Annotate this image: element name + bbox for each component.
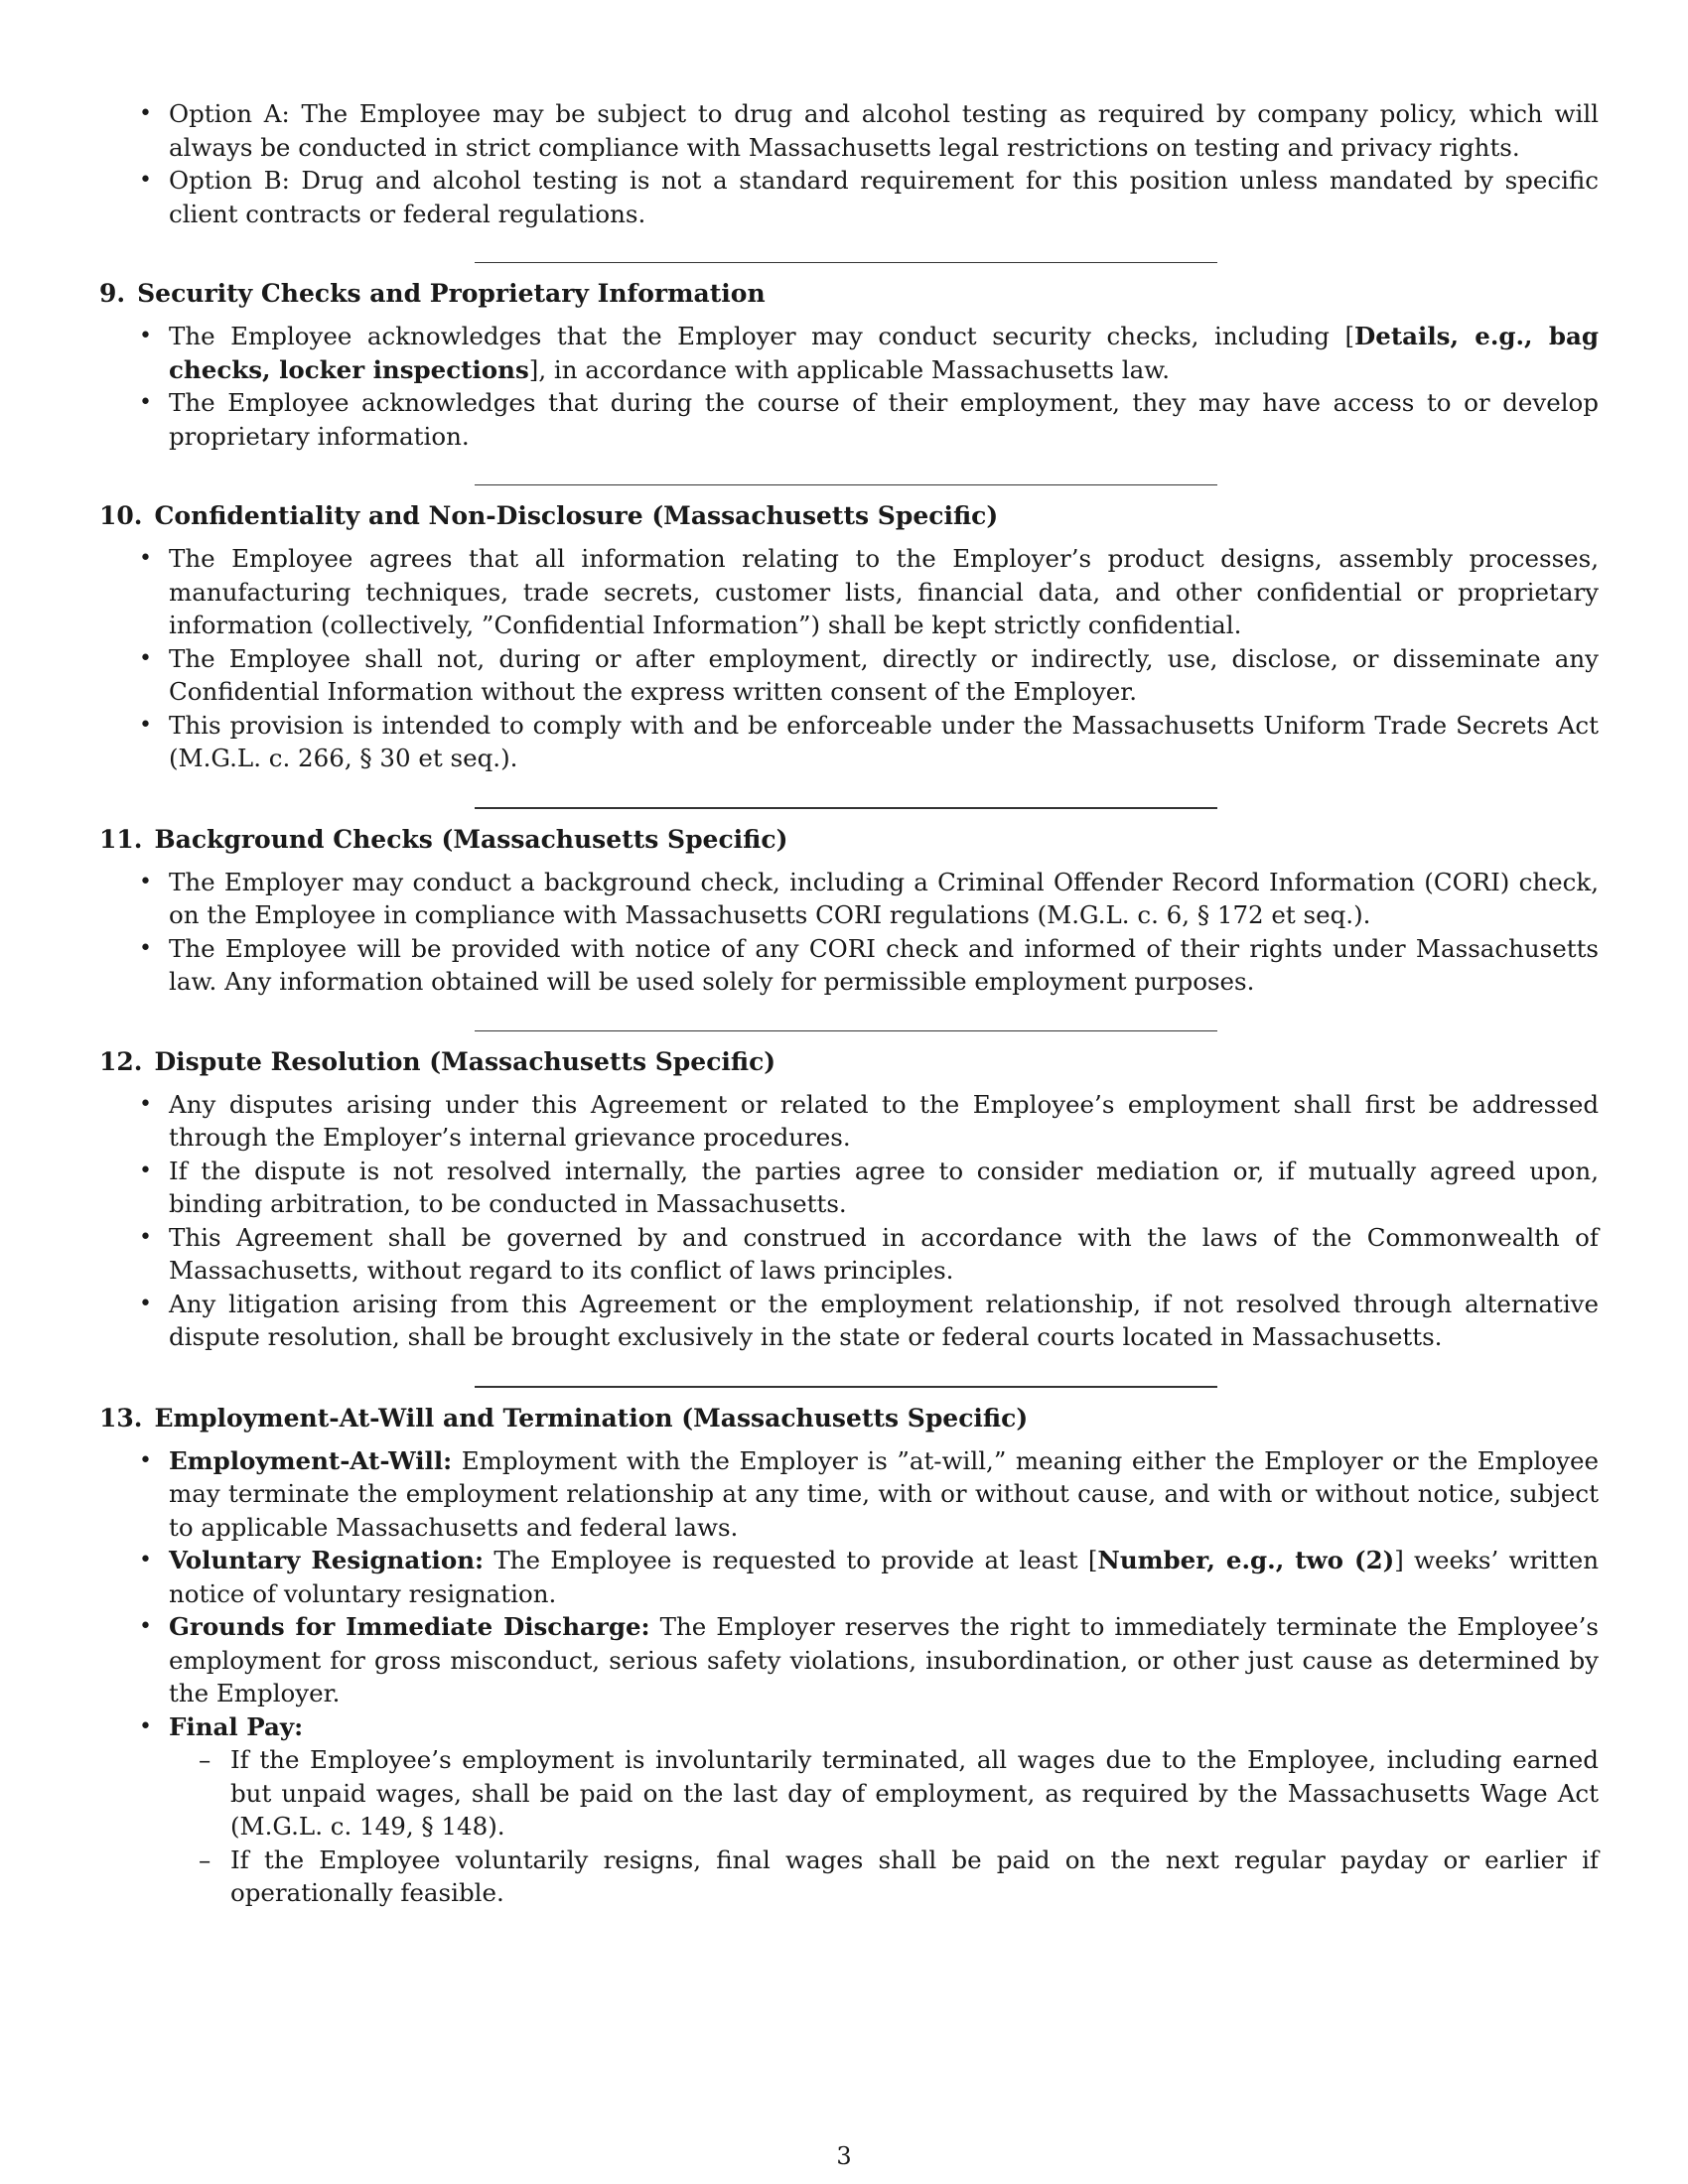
final-pay-sublist bbox=[169, 1743, 1599, 1910]
text: The Employee is requested to provide at least [ bbox=[493, 1546, 1098, 1574]
list-item: • Option B: Drug and alcohol testing is not a standard requirement for this position unless mandated by specific client contracts or federal regulations. bbox=[99, 164, 1599, 230]
document-page bbox=[99, 97, 1599, 1910]
text: ] weeks’ written notice of voluntary resignation. bbox=[169, 1546, 1599, 1608]
section-heading-10 bbox=[99, 499, 1599, 532]
section-divider bbox=[475, 807, 1217, 809]
list-item: • Option A: The Employee may be subject to drug and alcohol testing as required by company policy, which will always be conducted in strict compliance with Massachusetts legal restrictions on testing and privacy rights. bbox=[99, 97, 1599, 164]
section-number: 10. bbox=[99, 501, 143, 530]
list-item bbox=[99, 1610, 1599, 1710]
section-heading-13 bbox=[99, 1402, 1599, 1434]
page-number: 3 bbox=[836, 2142, 852, 2170]
section-title: Dispute Resolution (Massachusetts Specific) bbox=[154, 1046, 776, 1076]
section-title: Security Checks and Proprietary Information bbox=[137, 279, 766, 308]
text: Employment with the Employer is ”at-will,” meaning either the Employer or the Employee may terminate the employment relationship at any time, with or without cause, and with or without notice, subject to applicable Massachusetts and federal laws. bbox=[169, 1445, 1599, 1542]
item-label: Employment-At-Will: bbox=[169, 1445, 453, 1475]
list-item: • The Employee acknowledges that during the course of their employment, they may have access to or develop proprietary information. bbox=[99, 386, 1599, 453]
text: The Employee acknowledges that the Employer may conduct security checks, including [ bbox=[169, 322, 1355, 350]
text: The Employer reserves the right to immediately terminate the Employee’s employment for gross misconduct, serious safety violations, insubordination, or other just cause as determined by the Employer. bbox=[169, 1612, 1599, 1707]
list-item: • The Employer may conduct a background check, including a Criminal Offender Record Information (CORI) check, on the Employee in compliance with Massachusetts CORI regulations (M.G.L. c. 6, § 172 et seq.). bbox=[99, 866, 1599, 932]
list-item bbox=[99, 1710, 1599, 1910]
section-12-list bbox=[99, 1088, 1599, 1354]
sub-list-item: – If the Employee voluntarily resigns, final wages shall be paid on the next regular payday or earlier if operationally feasible. bbox=[169, 1843, 1599, 1910]
list-item bbox=[99, 320, 1599, 386]
list-item: • This Agreement shall be governed by and construed in accordance with the laws of the Commonwealth of Massachusetts, without regard to its conflict of laws principles. bbox=[99, 1221, 1599, 1288]
section-divider bbox=[475, 484, 1217, 485]
section-number: 12. bbox=[99, 1046, 143, 1076]
section-number: 11. bbox=[99, 824, 143, 854]
section-heading-12 bbox=[99, 1045, 1599, 1078]
placeholder-text: Details, e.g., bag checks, locker inspections bbox=[169, 322, 1599, 384]
intro-list bbox=[99, 97, 1599, 230]
list-item: • The Employee agrees that all information relating to the Employer’s product designs, assembly processes, manufacturing techniques, trade secrets, customer lists, financial data, and other confidential or proprietary information (collectively, ”Confidential Information”) shall be kept strictly confidential. bbox=[99, 542, 1599, 642]
list-item: • This provision is intended to comply with and be enforceable under the Massachusetts Uniform Trade Secrets Act (M.G.L. c. 266, § 30 et seq.). bbox=[99, 709, 1599, 775]
item-label: Voluntary Resignation: bbox=[169, 1546, 485, 1574]
list-item: • The Employee shall not, during or after employment, directly or indirectly, use, disclose, or disseminate any Confidential Information without the express written consent of the Employer. bbox=[99, 642, 1599, 709]
section-heading-11 bbox=[99, 823, 1599, 856]
list-item: • If the dispute is not resolved internally, the parties agree to consider mediation or, if mutually agreed upon, binding arbitration, to be conducted in Massachusetts. bbox=[99, 1155, 1599, 1221]
section-divider bbox=[475, 1030, 1217, 1031]
list-item: • Any litigation arising from this Agreement or the employment relationship, if not resolved through alternative dispute resolution, shall be brought exclusively in the state or federal courts located in Massachusetts. bbox=[99, 1288, 1599, 1354]
section-11-list bbox=[99, 866, 1599, 999]
section-divider bbox=[475, 1386, 1217, 1388]
placeholder-text: Number, e.g., two (2) bbox=[1097, 1546, 1395, 1574]
sub-list-item: – If the Employee’s employment is involuntarily terminated, all wages due to the Employee, including earned but unpaid wages, shall be paid on the last day of employment, as required by the Massachusetts Wage Act (M.G.L. c. 149, § 148). bbox=[169, 1743, 1599, 1843]
section-heading-9 bbox=[99, 277, 1599, 310]
section-title: Employment-At-Will and Termination (Massachusetts Specific) bbox=[154, 1403, 1029, 1433]
section-title: Confidentiality and Non-Disclosure (Massachusetts Specific) bbox=[154, 501, 999, 530]
section-number: 9. bbox=[99, 279, 126, 308]
list-item: • Any disputes arising under this Agreement or related to the Employee’s employment shall first be addressed through the Employer’s internal grievance procedures. bbox=[99, 1088, 1599, 1155]
section-number: 13. bbox=[99, 1403, 143, 1433]
text: ], in accordance with applicable Massachusetts law. bbox=[528, 354, 1171, 384]
item-label: Final Pay: bbox=[169, 1711, 304, 1741]
section-9-list bbox=[99, 320, 1599, 453]
section-title: Background Checks (Massachusetts Specific) bbox=[154, 824, 788, 854]
section-divider bbox=[475, 262, 1217, 263]
list-item bbox=[99, 1444, 1599, 1545]
item-label: Grounds for Immediate Discharge: bbox=[169, 1612, 650, 1641]
list-item bbox=[99, 1544, 1599, 1610]
list-item: • The Employee will be provided with notice of any CORI check and informed of their rights under Massachusetts law. Any information obtained will be used solely for permissible employment purposes. bbox=[99, 932, 1599, 999]
section-10-list bbox=[99, 542, 1599, 775]
section-13-list bbox=[99, 1444, 1599, 1910]
